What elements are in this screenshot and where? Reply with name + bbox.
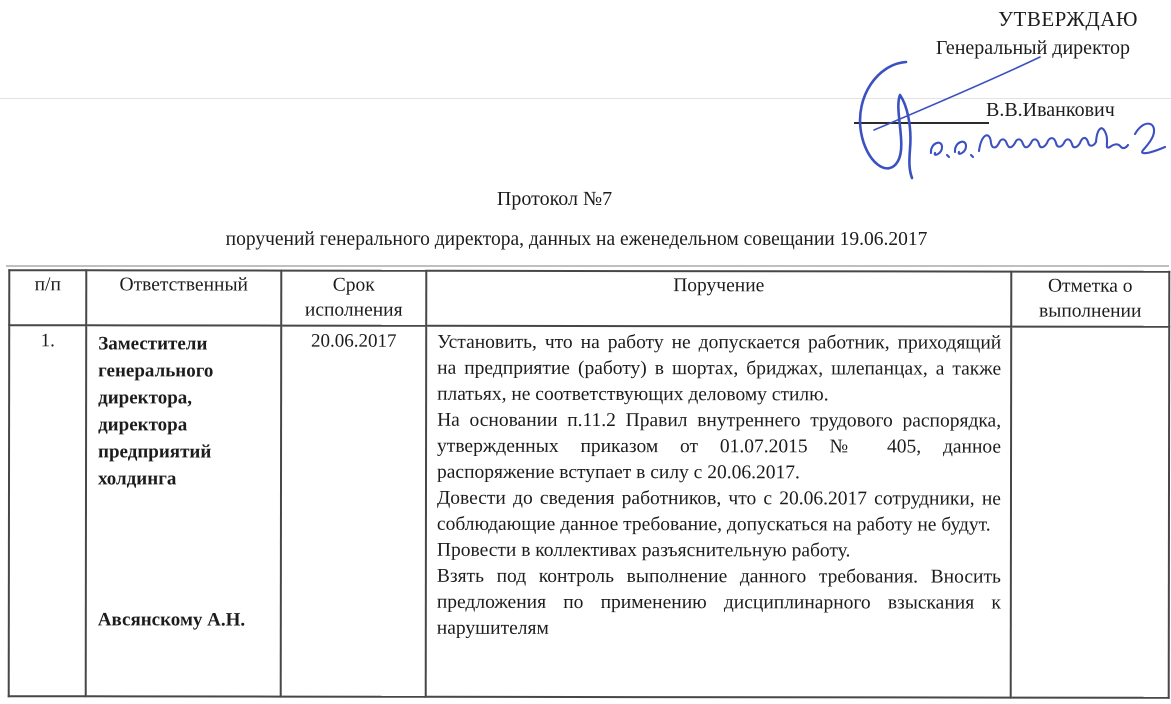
col-header-assignment: Поручение: [426, 271, 1011, 327]
page-subtitle: поручений генерального директора, данных на еженедельном совещании 19.06.2017: [225, 229, 928, 250]
col-header-responsible: Ответственный: [86, 270, 281, 325]
approval-stamp: УТВЕРЖДАЮ: [998, 7, 1138, 31]
approver-title: Генеральный директор: [935, 37, 1130, 59]
table-top-scan-line: [6, 265, 1169, 267]
table-row: [9, 325, 1170, 698]
deadline-cell: 20.06.2017: [281, 326, 427, 697]
table-header-row: [9, 270, 1169, 327]
col-header-num: п/п: [9, 270, 86, 325]
col-header-completion: Отметка о выполнении: [1011, 272, 1169, 327]
responsible-cell: [86, 325, 282, 696]
page-title: Протокол №7: [496, 188, 613, 210]
col-header-deadline: Срок исполнения: [281, 271, 426, 326]
completion-cell: [1011, 327, 1170, 698]
row-number: 1.: [9, 325, 87, 696]
assignments-table: [8, 269, 1171, 699]
responsible-group: Заместители генерального директора, директора предприятий холдинга: [97, 333, 214, 490]
assignment-cell: [426, 326, 1012, 698]
approver-name: В.В.Иванкович: [986, 99, 1115, 121]
assignment-text: Установить, что на работу не допускается работник, приходящий на предприятие (работу) в шортах, бриджах, шлепанцах, а также платьях, не соответствующих деловому стилю. На основании п.11.2 Правил внутреннего трудового распорядка, утвержденных приказом от 01.07.2015 № 405, данное распоряжение вступает в силу с 20.06.2017. Довести до сведения работников, что с 20.06.2017 сотрудники, не соблюдающие данное требование, допускаться на работу не будут. Провести в коллективах разъяснительную работу. Взять под контроль выполнение данного требования. Вносить предложения по применению дисциплинарного взыскания к нарушителям: [436, 331, 1002, 639]
responsible-person: Авсянскому А.Н.: [97, 609, 246, 631]
